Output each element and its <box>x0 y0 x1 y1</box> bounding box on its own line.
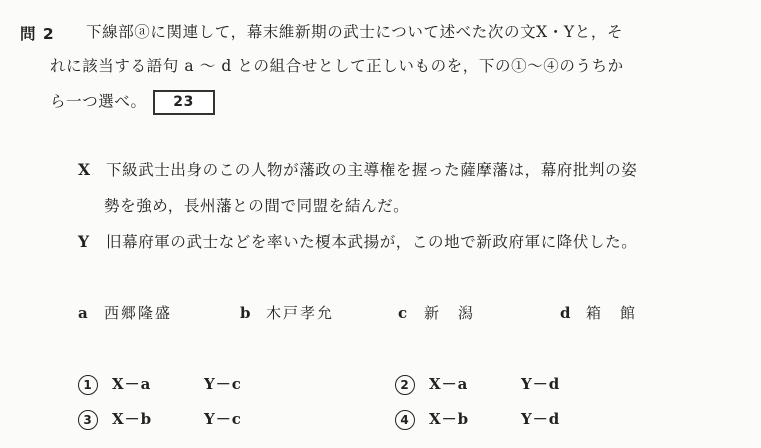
question-stem-line-1: 下線部ⓐに関連して，幕末維新期の武士について述べた次の文X・Yと，そ <box>86 23 624 41</box>
statement-x-line-1 <box>78 160 637 180</box>
choice-4-x-pair: X－b <box>429 410 470 428</box>
statement-y <box>78 232 637 252</box>
term-c-letter: c <box>398 304 410 322</box>
choice-1-number: 1 <box>78 375 98 395</box>
choice-3-y-pair: Y－c <box>204 410 242 428</box>
question-label: 問 2 <box>20 25 55 43</box>
term-b <box>240 302 334 323</box>
choice-3-x-pair: X－b <box>112 410 153 428</box>
term-d <box>560 302 637 323</box>
statement-x-text: 下級武士出身のこの人物が藩政の主導権を握った薩摩藩は，幕府批判の姿 <box>106 161 638 179</box>
term-c <box>398 302 475 323</box>
statement-y-mark: Y <box>78 232 90 251</box>
question-stem-line-3 <box>50 90 215 115</box>
choice-1-y-pair: Y－c <box>204 375 242 393</box>
choice-3[interactable] <box>78 408 242 430</box>
statement-x-mark: X <box>78 160 91 179</box>
question-stem-text: ら一つ選べ。 <box>50 92 147 111</box>
choice-2-y-pair: Y－d <box>521 375 561 393</box>
term-a-letter: a <box>78 304 90 322</box>
question-stem-line-2: れに該当する語句 a ～ d との組合せとして正しいものを，下の①～④のうちか <box>50 57 624 75</box>
term-d-text: 箱 館 <box>586 304 638 322</box>
term-a <box>78 302 172 323</box>
term-d-letter: d <box>560 304 573 322</box>
choice-4-number: 4 <box>395 410 415 430</box>
choice-2-x-pair: X－a <box>429 375 469 393</box>
choice-2-number: 2 <box>395 375 415 395</box>
choice-1[interactable] <box>78 373 242 395</box>
choice-1-x-pair: X－a <box>112 375 152 393</box>
answer-number-box: 23 <box>153 90 215 115</box>
choice-2[interactable] <box>395 373 560 395</box>
choice-3-number: 3 <box>78 410 98 430</box>
term-a-text: 西郷隆盛 <box>104 304 173 322</box>
term-c-text: 新 潟 <box>424 304 476 322</box>
term-b-letter: b <box>240 304 253 322</box>
statement-x-line-2: 勢を強め，長州藩との間で同盟を結んだ。 <box>104 197 410 215</box>
term-b-text: 木戸孝允 <box>266 304 335 322</box>
statement-y-text: 旧幕府軍の武士などを率いた榎本武揚が，この地で新政府軍に降伏した。 <box>106 233 638 251</box>
choice-4[interactable] <box>395 408 560 430</box>
choice-4-y-pair: Y－d <box>521 410 561 428</box>
